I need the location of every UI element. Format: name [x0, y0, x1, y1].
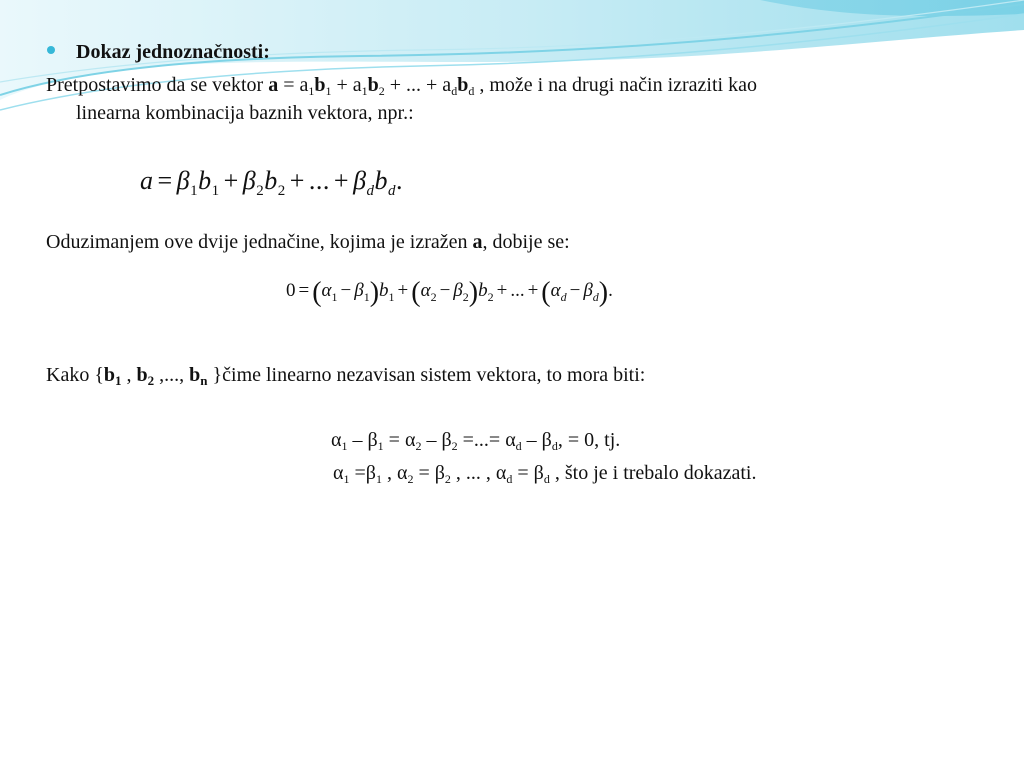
paragraph-independence: Kako {$b_1$ , $b_2$ ,..., $b_n$ }čime linearno nezavisan sistem vektora, to mora biti:: [46, 364, 646, 388]
paragraph-assumption-continued: linearna kombinacija baznih vektora, npr.:: [76, 102, 414, 124]
equation-beta-combination: $a = \beta_1b_1 + \beta_2b_2$ + ... + $\beta_db_d$.: [140, 166, 404, 199]
result-equalities: $\alpha_1 - \beta_1 = \alpha_2 - \beta_2$ =...= $\alpha_d - \beta_d$, = 0, tj.: [331, 429, 621, 453]
result-conclusion: $\alpha_1 =\beta_1$ , $\alpha_2 = \beta_2$ , ... , $\alpha_d = \beta_d$ , što je i trebalo dokazati.: [333, 462, 757, 486]
bullet-dot-icon: [47, 46, 55, 54]
paragraph-assumption: Pretpostavimo da se vektor $a = a_1b_1 + a_1b_2$ + ... + $a_db_d$ , može i na drugi način izraziti kao: [46, 74, 757, 98]
slide-title: Dokaz jednoznačnosti:: [76, 41, 270, 63]
equation-difference: $0 = (\alpha_1 - \beta_1)b_1 + (\alpha_2 - \beta_2)b_2$ + ... + $(\alpha_d - \beta_d)$.: [286, 277, 613, 308]
paragraph-subtraction: Oduzimanjem ove dvije jednačine, kojima je izražen a, dobije se:: [46, 231, 570, 253]
